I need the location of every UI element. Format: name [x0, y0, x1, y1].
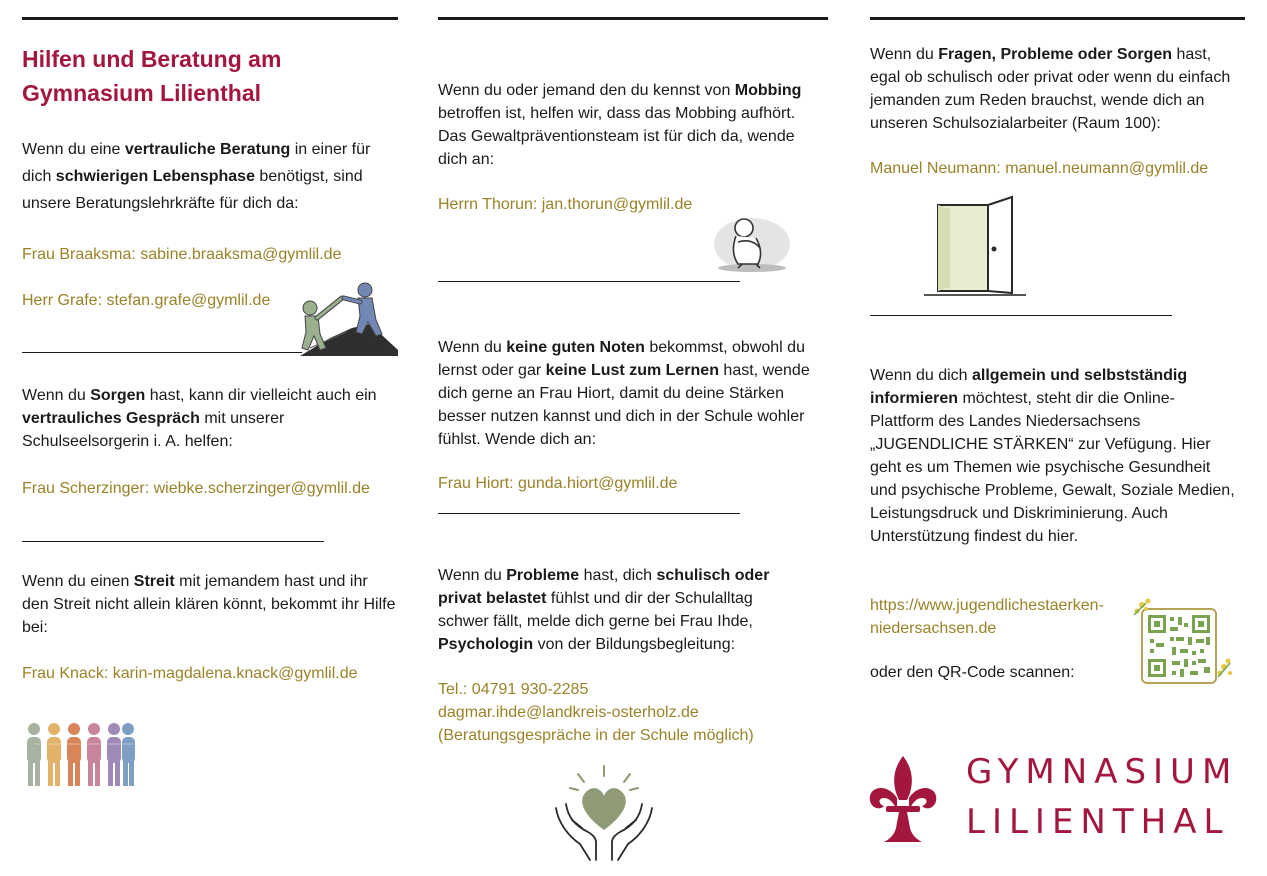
sorgen-paragraph: Wenn du Sorgen hast, kann dir vielleicht auch ein vertrauliches Gespräch mit unserer Schulseelsorgerin i. A. helfen:: [22, 387, 377, 450]
top-rule-col1: [22, 17, 398, 20]
top-rule-col2: [438, 17, 828, 20]
qr-code-icon[interactable]: [1128, 597, 1234, 689]
contact-ihde-tel[interactable]: Tel.: 04791 930-2285: [438, 681, 589, 698]
page-title: [22, 42, 402, 110]
sozialarbeiter-paragraph: Wenn du Fragen, Probleme oder Sorgen hast, egal ob schulisch oder privat oder wenn du einfach jemanden zum Reden brauchst, wende dich an unseren Schulsozialarbeiter (Raum 100):: [870, 46, 1231, 132]
school-name-line-1: GYMNASIUM: [966, 752, 1239, 792]
open-door-icon: [920, 193, 1030, 301]
school-name-line-2: LILIENTHAL: [966, 802, 1230, 842]
separator-2: [22, 541, 324, 542]
people-group-icon: [24, 720, 136, 790]
top-rule-col3: [870, 17, 1245, 20]
platform-link-line-1[interactable]: https://www.jugendlichestaerken-: [870, 597, 1104, 614]
contact-ihde[interactable]: [438, 678, 818, 747]
separator-4: [438, 513, 740, 514]
online-platform-paragraph: Wenn du dich allgemein und selbstständig informieren möchtest, steht dir die Online-Plattform des Landes Niedersachsens „JUGENDLICHE STÄRKEN“ zur Vefügung. Hier geht es um Themen wie psychische Gesundheit und psychische Probleme, Gewalt, Soziale Medien, Leistungsdruck und Diskriminierung. Auch Unterstützung findest du hier.: [870, 367, 1235, 545]
probleme-paragraph: Wenn du Probleme hast, dich schulisch oder privat belastet fühlst und dir der Schulalltag schwer fällt, melde dich gerne bei Frau Ihde, Psychologin von der Bildungsbegleitung:: [438, 567, 770, 653]
platform-link[interactable]: [870, 594, 1140, 640]
platform-link-line-2[interactable]: niedersachsen.de: [870, 620, 997, 637]
contact-ihde-note: (Beratungsgespräche in der Schule möglich): [438, 727, 754, 744]
contact-knack[interactable]: Frau Knack: karin-magdalena.knack@gymlil.de: [22, 665, 358, 682]
contact-neumann[interactable]: Manuel Neumann: manuel.neumann@gymlil.de: [870, 160, 1209, 177]
title-line-1: Hilfen und Beratung am: [22, 46, 282, 72]
sad-child-icon: [708, 208, 792, 274]
contact-hiort[interactable]: Frau Hiort: gunda.hiort@gymlil.de: [438, 475, 678, 492]
contact-thorun[interactable]: Herrn Thorun: jan.thorun@gymlil.de: [438, 196, 693, 213]
intro-paragraph: Wenn du eine vertrauliche Beratung in einer für dich schwierigen Lebensphase benötigst, sind unsere Beratungslehrkräfte für dich da:: [22, 141, 371, 212]
separator-5: [870, 315, 1172, 316]
contact-scherzinger[interactable]: Frau Scherzinger: wiebke.scherzinger@gymlil.de: [22, 480, 370, 497]
climbing-help-icon: [290, 276, 400, 360]
fleur-de-lis-icon: [866, 756, 940, 844]
qr-instruction: oder den QR-Code scannen:: [870, 664, 1075, 681]
streit-paragraph: Wenn du einen Streit mit jemandem hast und ihr den Streit nicht allein klären könnt, bekommt ihr Hilfe bei:: [22, 573, 396, 636]
separator-1: [22, 352, 302, 353]
heart-hands-icon: [552, 764, 656, 864]
title-line-2: Gymnasium Lilienthal: [22, 80, 261, 106]
separator-3: [438, 281, 740, 282]
contact-braaksma[interactable]: Frau Braaksma: sabine.braaksma@gymlil.de: [22, 246, 342, 263]
contact-grafe[interactable]: Herr Grafe: stefan.grafe@gymlil.de: [22, 292, 271, 309]
contact-ihde-email[interactable]: dagmar.ihde@landkreis-osterholz.de: [438, 704, 699, 721]
noten-paragraph: Wenn du keine guten Noten bekommst, obwohl du lernst oder gar keine Lust zum Lernen hast, wende dich gerne an Frau Hiort, damit du deine Stärken besser nutzen kannst und dich in der Schule wohler fühlst. Wende dich an:: [438, 339, 810, 448]
mobbing-paragraph: Wenn du oder jemand den du kennst von Mobbing betroffen ist, helfen wir, dass das Mobbing aufhört. Das Gewaltpräventionsteam ist für dich da, wende dich an:: [438, 82, 802, 168]
